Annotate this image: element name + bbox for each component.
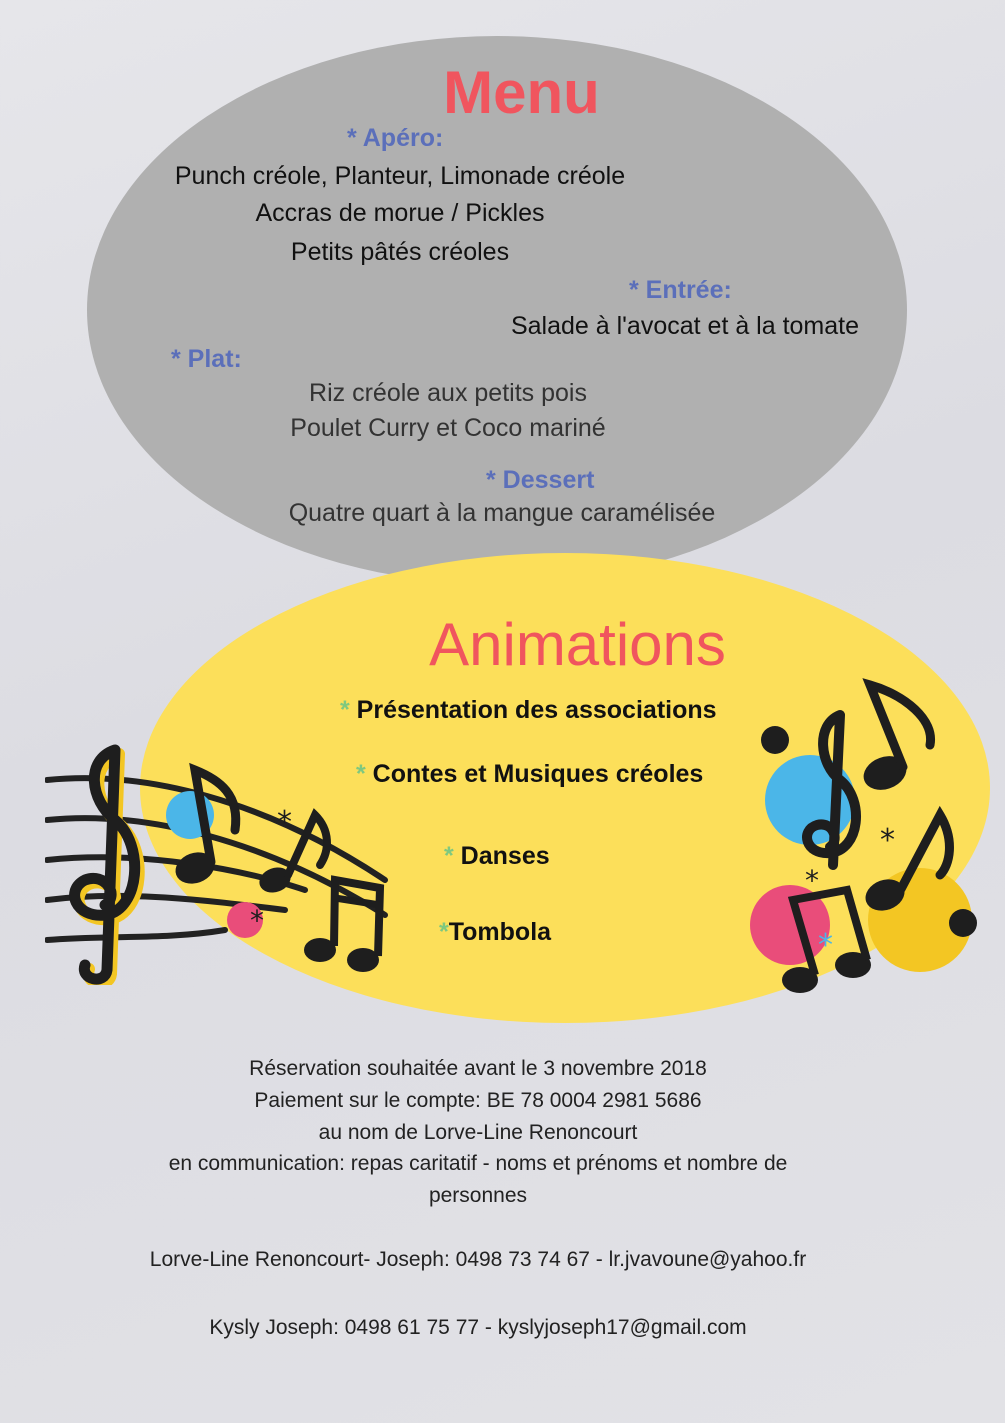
entree-item: Salade à l'avocat et à la tomate (510, 312, 860, 340)
apero-item: Accras de morue / Pickles (255, 199, 545, 227)
svg-text:*: * (250, 904, 264, 937)
contact-line: Kysly Joseph: 0498 61 75 77 - kyslyjoseph17@gmail.com (209, 1316, 747, 1339)
entree-heading: * Entrée: (629, 276, 732, 304)
animation-label: Tombola (448, 918, 552, 946)
apero-item: Petits pâtés créoles (290, 238, 510, 266)
svg-text:*: * (818, 928, 833, 963)
svg-text:*: * (880, 823, 895, 858)
dessert-item: Quatre quart à la mangue caramélisée (288, 499, 716, 527)
footer-line: au nom de Lorve-Line Renoncourt (318, 1121, 638, 1144)
animations-title: Animations (429, 611, 726, 678)
plat-heading: * Plat: (171, 345, 242, 373)
menu-title: Menu (443, 59, 600, 126)
star-bullet: * (356, 760, 366, 788)
footer-line: en communication: repas caritatif - noms et prénoms et nombre de (168, 1152, 788, 1175)
animation-item (444, 842, 550, 871)
svg-text:*: * (277, 805, 292, 840)
plat-item: Riz créole aux petits pois (309, 379, 587, 407)
animation-item (340, 696, 717, 725)
animation-item (439, 918, 551, 947)
plat-item: Poulet Curry et Coco mariné (290, 414, 606, 442)
star-bullet: * (340, 696, 350, 724)
star-bullet: * (439, 918, 449, 946)
footer-line: Réservation souhaitée avant le 3 novembre 2018 (249, 1057, 707, 1080)
apero-item: Punch créole, Planteur, Limonade créole (174, 162, 626, 190)
contact-line: Lorve-Line Renoncourt- Joseph: 0498 73 74 67 - lr.jvavoune@yahoo.fr (149, 1248, 807, 1271)
music-notes-right-icon (745, 675, 995, 1010)
animation-item (356, 760, 703, 789)
animation-label: Présentation des associations (349, 696, 717, 724)
dessert-heading: * Dessert (486, 466, 595, 494)
svg-text:*: * (805, 864, 819, 897)
apero-heading: * Apéro: (347, 124, 444, 152)
animation-label: Danses (453, 842, 550, 870)
music-notes-left-icon (45, 740, 390, 985)
animation-label: Contes et Musiques créoles (365, 760, 704, 788)
star-bullet: * (444, 842, 454, 870)
footer-line: personnes (428, 1184, 528, 1207)
footer-line: Paiement sur le compte: BE 78 0004 2981 5686 (254, 1089, 702, 1112)
